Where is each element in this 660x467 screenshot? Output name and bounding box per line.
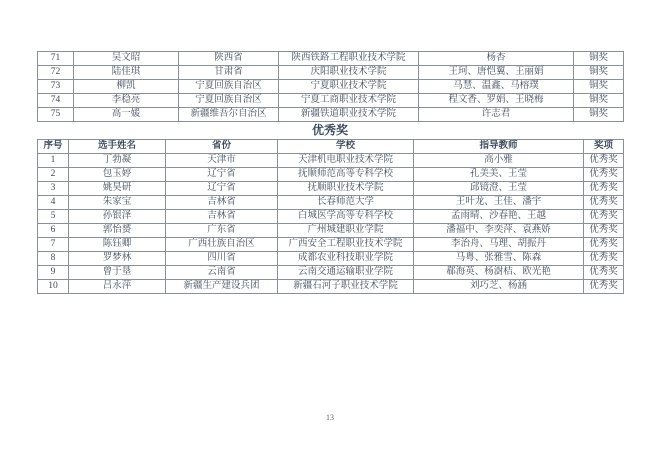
bronze-table-body — [38, 52, 624, 122]
school-cell: 长春师范大学 — [278, 196, 414, 210]
teachers-cell: 王珂、唐恺翼、王丽娟 — [419, 66, 574, 80]
province-cell: 吉林省 — [166, 210, 278, 224]
excellence-table-body — [38, 154, 624, 294]
school-cell: 陕西铁路工程职业技术学院 — [279, 52, 419, 66]
award-cell: 优秀奖 — [584, 196, 624, 210]
teachers-cell: 许志君 — [419, 108, 574, 122]
header-rank: 序号 — [38, 140, 69, 154]
table-row — [38, 168, 624, 182]
province-cell: 四川省 — [166, 252, 278, 266]
school-cell: 云南交通运输职业学院 — [278, 266, 414, 280]
header-province: 省份 — [166, 140, 278, 154]
province-cell: 新疆生产建设兵团 — [166, 280, 278, 294]
province-cell: 陕西省 — [179, 52, 279, 66]
teachers-cell: 邱镜澄、王莹 — [414, 182, 584, 196]
teachers-cell: 杨杏 — [419, 52, 574, 66]
award-cell: 优秀奖 — [584, 210, 624, 224]
teachers-cell: 高小雅 — [414, 154, 584, 168]
award-cell: 优秀奖 — [584, 280, 624, 294]
contestant-name-cell: 吴文昭 — [74, 52, 179, 66]
rank-cell: 9 — [38, 266, 69, 280]
award-cell: 优秀奖 — [584, 182, 624, 196]
table-row — [38, 196, 624, 210]
teachers-cell: 马慧、温鑫、马榕璞 — [419, 80, 574, 94]
school-cell: 白城医学高等专科学校 — [278, 210, 414, 224]
rank-cell: 2 — [38, 168, 69, 182]
table-row — [38, 266, 624, 280]
table-row — [38, 154, 624, 168]
rank-cell: 5 — [38, 210, 69, 224]
teachers-cell: 郗海英、杨澍桔、欧光艳 — [414, 266, 584, 280]
bronze-award-table — [37, 51, 624, 122]
table-row — [38, 52, 624, 66]
table-row — [38, 210, 624, 224]
header-school: 学校 — [278, 140, 414, 154]
section-title: 优秀奖 — [311, 123, 348, 137]
province-cell: 新疆维吾尔自治区 — [179, 108, 279, 122]
school-cell: 庆阳职业技术学院 — [279, 66, 419, 80]
rank-cell: 10 — [38, 280, 69, 294]
contestant-name-cell: 吕永萍 — [69, 280, 166, 294]
page-number: 13 — [326, 413, 334, 422]
table-row — [38, 238, 624, 252]
school-cell: 宁夏工商职业技术学院 — [279, 94, 419, 108]
school-cell: 新疆铁道职业技术学院 — [279, 108, 419, 122]
school-cell: 宁夏职业技术学院 — [279, 80, 419, 94]
rank-cell: 1 — [38, 154, 69, 168]
province-cell: 广西壮族自治区 — [166, 238, 278, 252]
contestant-name-cell: 柳凯 — [74, 80, 179, 94]
header-award: 奖项 — [584, 140, 624, 154]
teachers-cell: 潘福中、李奕萍、袁燕娇 — [414, 224, 584, 238]
header-teachers: 指导教师 — [414, 140, 584, 154]
contestant-name-cell: 郭怡赟 — [69, 224, 166, 238]
contestant-name-cell: 曾于垦 — [69, 266, 166, 280]
province-cell: 吉林省 — [166, 196, 278, 210]
award-cell: 优秀奖 — [584, 224, 624, 238]
rank-cell: 73 — [38, 80, 74, 94]
rank-cell: 74 — [38, 94, 74, 108]
school-cell: 新疆石河子职业技术学院 — [278, 280, 414, 294]
award-cell: 铜奖 — [574, 66, 624, 80]
teachers-cell: 刘巧芝、杨涵 — [414, 280, 584, 294]
province-cell: 天津市 — [166, 154, 278, 168]
rank-cell: 71 — [38, 52, 74, 66]
award-cell: 优秀奖 — [584, 154, 624, 168]
teachers-cell: 王叶龙、王佳、潘宇 — [414, 196, 584, 210]
rank-cell: 7 — [38, 238, 69, 252]
contestant-name-cell: 陆佳琪 — [74, 66, 179, 80]
table-header-row — [38, 140, 624, 154]
table-row — [38, 224, 624, 238]
rank-cell: 3 — [38, 182, 69, 196]
school-cell: 天津机电职业技术学院 — [278, 154, 414, 168]
table-row — [38, 280, 624, 294]
contestant-name-cell: 姚昊研 — [69, 182, 166, 196]
province-cell: 宁夏回族自治区 — [179, 94, 279, 108]
table-row — [38, 80, 624, 94]
award-cell: 优秀奖 — [584, 266, 624, 280]
province-cell: 辽宁省 — [166, 182, 278, 196]
award-cell: 铜奖 — [574, 80, 624, 94]
teachers-cell: 李治舟、马理、胡振丹 — [414, 238, 584, 252]
award-cell: 铜奖 — [574, 108, 624, 122]
contestant-name-cell: 孙银泽 — [69, 210, 166, 224]
school-cell: 抚顺师范高等专科学校 — [278, 168, 414, 182]
contestant-name-cell: 高一媛 — [74, 108, 179, 122]
teachers-cell: 马粤、张雅雪、陈森 — [414, 252, 584, 266]
table-row — [38, 182, 624, 196]
award-cell: 优秀奖 — [584, 168, 624, 182]
table-row — [38, 94, 624, 108]
rank-cell: 4 — [38, 196, 69, 210]
contestant-name-cell: 罗梦林 — [69, 252, 166, 266]
province-cell: 甘肃省 — [179, 66, 279, 80]
award-cell: 优秀奖 — [584, 252, 624, 266]
contestant-name-cell: 包玉婷 — [69, 168, 166, 182]
rank-cell: 8 — [38, 252, 69, 266]
table-row — [38, 252, 624, 266]
school-cell: 抚顺职业技术学院 — [278, 182, 414, 196]
province-cell: 云南省 — [166, 266, 278, 280]
header-contestant-name: 选手姓名 — [69, 140, 166, 154]
award-cell: 铜奖 — [574, 52, 624, 66]
province-cell: 辽宁省 — [166, 168, 278, 182]
award-cell: 铜奖 — [574, 94, 624, 108]
rank-cell: 6 — [38, 224, 69, 238]
contestant-name-cell: 陈钰卿 — [69, 238, 166, 252]
contestant-name-cell: 朱家宝 — [69, 196, 166, 210]
excellence-award-table — [37, 139, 624, 294]
table-row — [38, 66, 624, 80]
teachers-cell: 孟雨晴、沙春艳、王越 — [414, 210, 584, 224]
school-cell: 成都农业科技职业学院 — [278, 252, 414, 266]
teachers-cell: 程文香、罗娟、王晓梅 — [419, 94, 574, 108]
province-cell: 宁夏回族自治区 — [179, 80, 279, 94]
school-cell: 广西安全工程职业技术学院 — [278, 238, 414, 252]
rank-cell: 72 — [38, 66, 74, 80]
contestant-name-cell: 李稳亮 — [74, 94, 179, 108]
province-cell: 广东省 — [166, 224, 278, 238]
teachers-cell: 孔美美、王莹 — [414, 168, 584, 182]
contestant-name-cell: 丁勃凝 — [69, 154, 166, 168]
rank-cell: 75 — [38, 108, 74, 122]
award-cell: 优秀奖 — [584, 238, 624, 252]
table-row — [38, 108, 624, 122]
school-cell: 广州城建职业学院 — [278, 224, 414, 238]
